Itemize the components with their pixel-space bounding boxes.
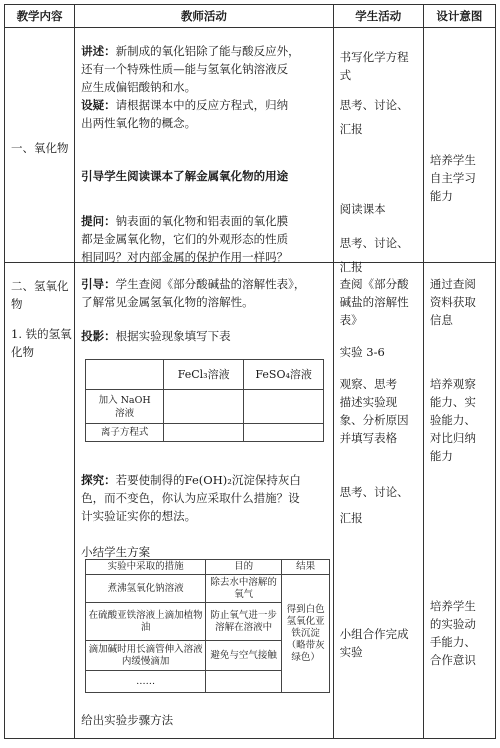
teacher-ask — [81, 212, 331, 266]
plan-purpose: 除去水中溶解的氧气 — [206, 575, 282, 603]
cell-blank — [244, 390, 324, 424]
guide-label: 引导： — [81, 277, 116, 291]
content-cell — [5, 263, 75, 739]
intent-line: 自主学习 — [429, 171, 476, 185]
explain-line: 还有一个特殊性质—能与氢氧化钠溶液反 — [81, 62, 289, 76]
student-line: 查阅《部分酸 — [339, 277, 409, 291]
plan-result: 得到白色氢氧化亚铁沉淀（略带灰绿色） — [282, 575, 330, 693]
student-line: 式 — [339, 68, 352, 82]
content-line: 二、氢氧化 — [11, 279, 69, 293]
intent-line: 资料获取 — [429, 295, 476, 309]
student-discuss-3 — [340, 483, 409, 527]
plan-purpose: 防止氧气进一步溶解在溶液中 — [206, 603, 282, 641]
plan-measure: …… — [86, 671, 206, 693]
plan-measure: 滴加碱时用长滴管伸入溶液内缓慢滴加 — [86, 641, 206, 671]
student-lookup — [340, 275, 409, 329]
project-label: 投影： — [81, 329, 116, 343]
student-write — [340, 48, 409, 84]
intent-line: 培养观察 — [429, 377, 476, 391]
guide-line: 学生查阅《部分酸碱盐的溶解性表》， — [115, 277, 306, 291]
intent-info — [430, 275, 476, 329]
student-experiment: 实验 3-6 — [339, 345, 385, 359]
intent-line: 能力 — [429, 189, 453, 203]
explore-label: 探究： — [81, 473, 116, 487]
plan-purpose: 避免与空气接触 — [206, 641, 282, 671]
content-cell — [5, 28, 75, 263]
intent-line: 验能力、 — [429, 413, 476, 427]
explain-line: 应生成偏铝酸钠和水。 — [81, 80, 197, 94]
teacher-cell — [75, 263, 334, 739]
content-oxides: 一、氧化物 — [11, 141, 69, 155]
row-add-naoh-line: 加入 NaOH — [98, 394, 151, 406]
header-row — [5, 5, 496, 28]
teacher-cell — [75, 28, 334, 263]
teacher-steps: 给出实验步骤方法 — [81, 713, 174, 727]
header-design-intent: 设计意图 — [423, 5, 495, 28]
explain-line: 新制成的氧化铝除了能与酸反应外， — [115, 44, 300, 58]
intent-line: 培养学生 — [429, 599, 476, 613]
row-add-naoh-line: 溶液 — [115, 407, 135, 419]
intent-line: 手能力、 — [429, 635, 476, 649]
observation-table — [85, 359, 324, 442]
plan-title: 小结学生方案 — [81, 545, 151, 559]
teacher-explain — [81, 42, 331, 132]
student-line: 象、分析原因 — [339, 413, 409, 427]
teacher-guide: 引导学生阅读课本了解金属氧化物的用途 — [81, 169, 289, 183]
student-line: 实验 — [339, 645, 363, 659]
plan-measure: 煮沸氢氧化钠溶液 — [86, 575, 206, 603]
project-text: 根据实验现象填写下表 — [115, 329, 231, 343]
intent-line: 能力 — [429, 449, 453, 463]
teacher-guide-2 — [81, 275, 331, 311]
intent-line: 信息 — [429, 313, 453, 327]
student-read: 阅读课本 — [339, 202, 386, 216]
intent-line: 对比归纳 — [429, 431, 476, 445]
student-line: 碱盐的溶解性 — [339, 295, 409, 309]
intent-cell — [423, 263, 495, 739]
teacher-project — [81, 327, 231, 345]
student-plan-table — [85, 559, 330, 693]
ask-line: 相同吗？对内部金属的保护作用一样吗？ — [81, 250, 289, 264]
explore-line: 若要使制得的Fe(OH)₂沉淀保持灰白 — [115, 473, 301, 487]
ask-line: 钠表面的氧化物和铝表面的氧化膜 — [115, 214, 289, 228]
header-student-activity: 学生活动 — [333, 5, 423, 28]
ask-line: 都是金属氧化物，它们的外观形态的性质 — [81, 232, 289, 246]
student-discuss — [340, 96, 409, 138]
student-group-work — [340, 625, 409, 661]
header-content: 教学内容 — [5, 5, 75, 28]
ask-label: 提问： — [81, 214, 116, 228]
intent-cell — [423, 28, 495, 263]
explain-label: 讲述： — [81, 44, 116, 58]
teacher-explore — [81, 471, 333, 525]
row-add-naoh — [86, 390, 164, 424]
student-line: 小组合作完成 — [339, 627, 409, 641]
cell-blank — [164, 424, 244, 442]
col-feso4: FeSO₄溶液 — [244, 360, 324, 390]
student-line: 汇报 — [339, 260, 363, 274]
content-line: 1. 铁的氢氧 — [11, 327, 72, 341]
explore-line: 计实验证实你的想法。 — [81, 509, 197, 523]
content-line: 化物 — [11, 345, 34, 359]
lesson-plan-table — [4, 4, 496, 739]
question-label: 设疑： — [81, 98, 116, 112]
intent-line: 合作意识 — [429, 653, 476, 667]
intent-observe — [430, 375, 476, 465]
header-teacher-activity: 教师活动 — [75, 5, 334, 28]
student-line: 描述实验现 — [339, 395, 398, 409]
student-line: 书写化学方程 — [339, 50, 409, 64]
student-line: 汇报 — [339, 122, 363, 136]
question-line: 请根据课本中的反应方程式，归纳 — [115, 98, 289, 112]
intent-line: 的实验动 — [429, 617, 476, 631]
intent-line: 培养学生 — [429, 153, 476, 167]
plan-header-result: 结果 — [282, 560, 330, 575]
student-line: 汇报 — [339, 511, 363, 525]
content-line: 物 — [11, 297, 23, 311]
student-cell — [333, 28, 423, 274]
student-line: 思考、讨论、 — [339, 236, 409, 250]
student-line: 思考、讨论、 — [339, 98, 409, 112]
question-line: 出两性氧化物的概念。 — [81, 116, 197, 130]
guide-line: 了解常见金属氢氧化物的溶解性。 — [81, 295, 254, 309]
intent-self-study — [430, 151, 476, 205]
plan-measure: 在硫酸亚铁溶液上滴加植物油 — [86, 603, 206, 641]
intent-line: 能力、实 — [429, 395, 476, 409]
content-hydroxides — [11, 277, 72, 361]
student-line: 并填写表格 — [339, 431, 398, 445]
intent-line: 通过查阅 — [429, 277, 476, 291]
lesson-plan-page — [4, 4, 496, 744]
student-observe — [340, 375, 409, 447]
student-line: 观察、思考 — [339, 377, 398, 391]
plan-purpose-blank — [206, 671, 282, 693]
row-oxides — [5, 28, 496, 263]
row-ionic-equation: 离子方程式 — [86, 424, 164, 442]
cell-blank — [244, 424, 324, 442]
plan-header-purpose: 目的 — [206, 560, 282, 575]
intent-hands-on — [430, 597, 476, 669]
plan-header-measure: 实验中采取的措施 — [86, 560, 206, 575]
row-hydroxides — [5, 263, 496, 739]
explore-line: 色，而不变色，你认为应采取什么措施？设 — [81, 491, 300, 505]
observation-corner — [86, 360, 164, 390]
cell-blank — [164, 390, 244, 424]
student-line: 表》 — [339, 313, 363, 327]
col-fecl3: FeCl₃溶液 — [164, 360, 244, 390]
student-line: 思考、讨论、 — [339, 485, 409, 499]
student-cell — [333, 263, 423, 739]
